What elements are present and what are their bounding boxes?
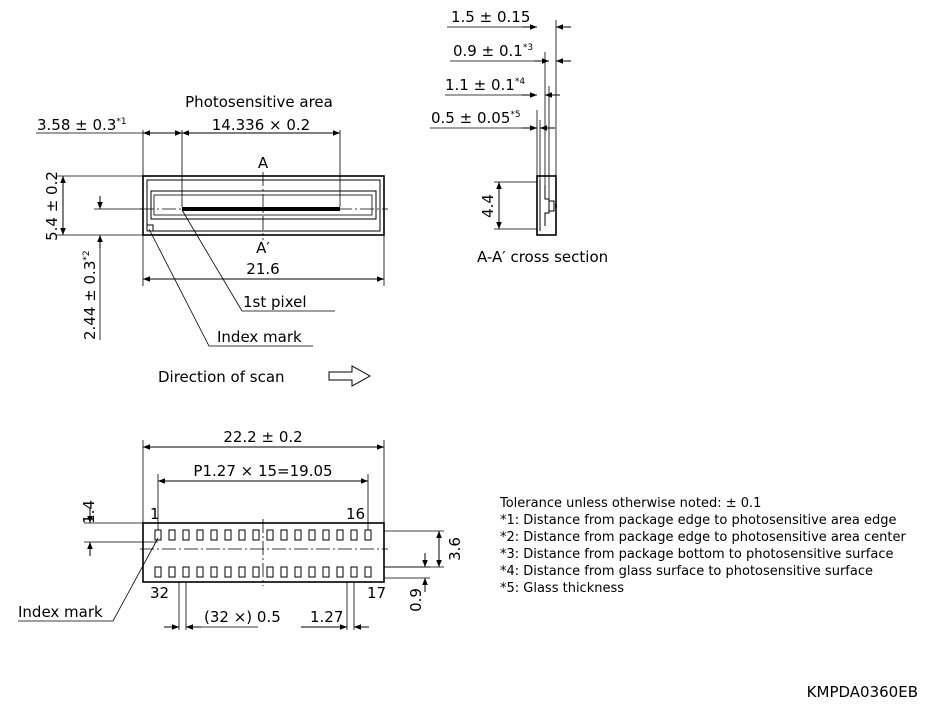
pin-pad [211, 567, 217, 577]
bottom-package-outline [143, 523, 384, 582]
dim-center-offset-text: $2.44 \pm 0.3^{*2}$ [81, 250, 99, 340]
section-mark-top: A [257, 154, 269, 172]
dim-pin-width-text: (32 ×) 0.5 [204, 608, 281, 626]
pin-pad [295, 567, 301, 577]
first-pixel-label: 1st pixel [243, 293, 307, 311]
dim-height-text: 5.4 ± 0.2 [43, 171, 61, 241]
note-line: *5: Glass thickness [500, 581, 625, 596]
pin-pad [239, 567, 245, 577]
photosensitive-area-label: Photosensitive area [185, 93, 333, 111]
pin-pad [281, 567, 287, 577]
pin-pad [183, 530, 189, 540]
pin-pad [295, 530, 301, 540]
pin-pad [239, 530, 245, 540]
note-line: *2: Distance from package edge to photosensitive area center [500, 530, 906, 545]
dim-pin-pitch-text: 1.27 [310, 608, 344, 626]
index-mark-label: Index mark [217, 328, 302, 346]
pin-1-label: 1 [150, 505, 160, 523]
dim-edge-offset-text: $3.58 \pm 0.3^{*1}$ [37, 116, 127, 134]
scan-direction-arrow [329, 366, 370, 386]
note-line: *3: Distance from package bottom to photosensitive surface [500, 547, 894, 562]
pin-pad [309, 530, 315, 540]
bottom-index-mark-label: Index mark [18, 603, 103, 621]
pin-17-label: 17 [367, 584, 387, 602]
dim-pin-length-text: 0.9 [407, 588, 425, 612]
top-view [36, 93, 388, 386]
pin-pad [281, 530, 287, 540]
dim-row-spacing-text: 3.6 [446, 537, 464, 561]
pin-pad [309, 567, 315, 577]
dim-pin-offset-text: 1.4 [80, 500, 98, 524]
cross-section-view [430, 8, 608, 266]
dim-bottom-to-surface-text: $0.9 \pm 0.1^{*3}$ [453, 42, 534, 60]
pin-pad [351, 530, 357, 540]
dim-pitch-text: P1.27 × 15=19.05 [193, 462, 333, 480]
bottom-view [18, 428, 464, 630]
cross-section-caption: A-A′ cross section [477, 248, 609, 266]
pin-16-label: 16 [346, 505, 366, 523]
pin-pad [155, 567, 161, 577]
top-package-outline [143, 176, 384, 235]
pin-pad [225, 530, 231, 540]
pin-pad [253, 530, 259, 540]
pin-pad [267, 530, 273, 540]
pin-pad [365, 567, 371, 577]
section-mark-bottom: A′ [256, 239, 270, 257]
pin-pad [183, 567, 189, 577]
pin-pad [197, 567, 203, 577]
dim-cross-height-text: 4.4 [479, 194, 497, 218]
dim-package-length-text: 22.2 ± 0.2 [223, 428, 303, 446]
pin-pad [211, 530, 217, 540]
dim-glass-thickness-text: $0.5 \pm 0.05^{*5}$ [431, 109, 521, 127]
pin-pad [253, 567, 259, 577]
cross-section-cavity [545, 185, 549, 226]
pin-pad [337, 567, 343, 577]
pin-pad [267, 567, 273, 577]
note-line: *1: Distance from package edge to photosensitive area edge [500, 513, 897, 528]
dim-total-text: 1.5 ± 0.15 [451, 8, 531, 26]
notes-block [499, 496, 906, 596]
dim-area-length-text: 14.336 × 0.2 [211, 116, 311, 134]
pin-pad [225, 567, 231, 577]
pin-32-label: 32 [150, 584, 170, 602]
drawing-code: KMPDA0360EB [806, 683, 918, 701]
pin-pad [365, 530, 371, 540]
dim-glass-to-surface-text: $1.1 \pm 0.1^{*4}$ [445, 76, 526, 94]
pin-pad [323, 567, 329, 577]
cross-section-chip [549, 201, 554, 211]
note-line: Tolerance unless otherwise noted: ± 0.1 [500, 496, 762, 511]
note-line: *4: Distance from glass surface to photosensitive surface [500, 564, 873, 579]
pin-pad [197, 530, 203, 540]
pin-pad [323, 530, 329, 540]
dim-width-text: 21.6 [246, 260, 280, 278]
pin-pad [169, 530, 175, 540]
pin-pad [337, 530, 343, 540]
pin-pad [351, 567, 357, 577]
pin-pad [169, 567, 175, 577]
scan-direction-label: Direction of scan [158, 368, 285, 386]
